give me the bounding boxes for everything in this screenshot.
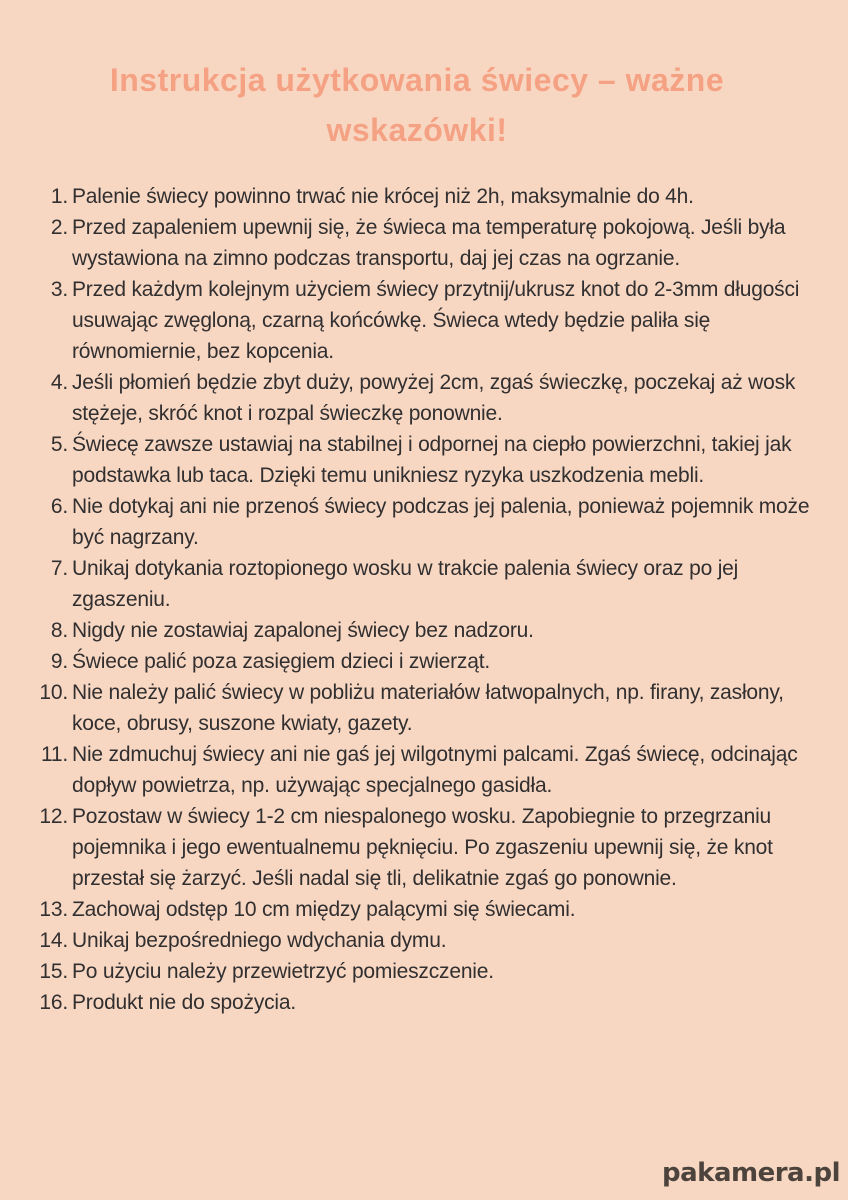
- list-item: Świecę zawsze ustawiaj na stabilnej i odpornej na ciepło powierzchni, takiej jak podstawka lub taca. Dzięki temu unikniesz ryzyka uszkodzenia mebli.: [72, 433, 792, 488]
- pakamera-logo: pakamera.pl: [662, 1158, 840, 1188]
- list-item: Nie dotykaj ani nie przenoś świecy podczas jej palenia, ponieważ pojemnik może być nagrzany.: [72, 495, 810, 550]
- list-item: Nie należy palić świecy w pobliżu materiałów łatwopalnych, np. firany, zasłony, koce, obrusy, suszone kwiaty, gazety.: [72, 681, 784, 736]
- list-item: Świece palić poza zasięgiem dzieci i zwierząt.: [72, 650, 490, 674]
- list-item: Po użyciu należy przewietrzyć pomieszczenie.: [72, 960, 494, 984]
- list-item: Jeśli płomień będzie zbyt duży, powyżej 2cm, zgaś świeczkę, poczekaj aż wosk stężeje, skróć knot i rozpal świeczkę ponownie.: [72, 371, 796, 426]
- list-item: Przed zapaleniem upewnij się, że świeca ma temperaturę pokojową. Jeśli była wystawiona na zimno podczas transportu, daj jej czas na ogrzanie.: [72, 216, 786, 271]
- list-item: Palenie świecy powinno trwać nie krócej niż 2h, maksymalnie do 4h.: [72, 185, 694, 209]
- list-item: Unikaj bezpośredniego wdychania dymu.: [72, 929, 447, 953]
- list-item: Zachowaj odstęp 10 cm między palącymi się świecami.: [72, 898, 576, 922]
- list-item: Nigdy nie zostawiaj zapalonej świecy bez nadzoru.: [72, 619, 534, 643]
- list-item: Produkt nie do spożycia.: [72, 991, 296, 1015]
- page-title: Instrukcja użytkowania świecy – ważne wskazówki!: [109, 62, 725, 148]
- instructions-list: [22, 181, 812, 1018]
- list-item: Unikaj dotykania roztopionego wosku w trakcie palenia świecy oraz po jej zgaszeniu.: [72, 557, 739, 612]
- list-item: Pozostaw w świecy 1-2 cm niespalonego wosku. Zapobiegnie to przegrzaniu pojemnika i jego ewentualnemu pęknięciu. Po zgaszeniu upewnij się, że knot przestał się żarzyć. Jeśli nadal się tli, delikatnie zgaś go ponownie.: [72, 805, 773, 891]
- list-item: Nie zdmuchuj świecy ani nie gaś jej wilgotnymi palcami. Zgaś świecę, odcinając dopływ powietrza, np. używając specjalnego gasidła.: [72, 743, 798, 798]
- list-item: Przed każdym kolejnym użyciem świecy przytnij/ukrusz knot do 2-3mm długości usuwając zwęgloną, czarną końcówkę. Świeca wtedy będzie paliła się równomiernie, bez kopcenia.: [72, 278, 800, 364]
